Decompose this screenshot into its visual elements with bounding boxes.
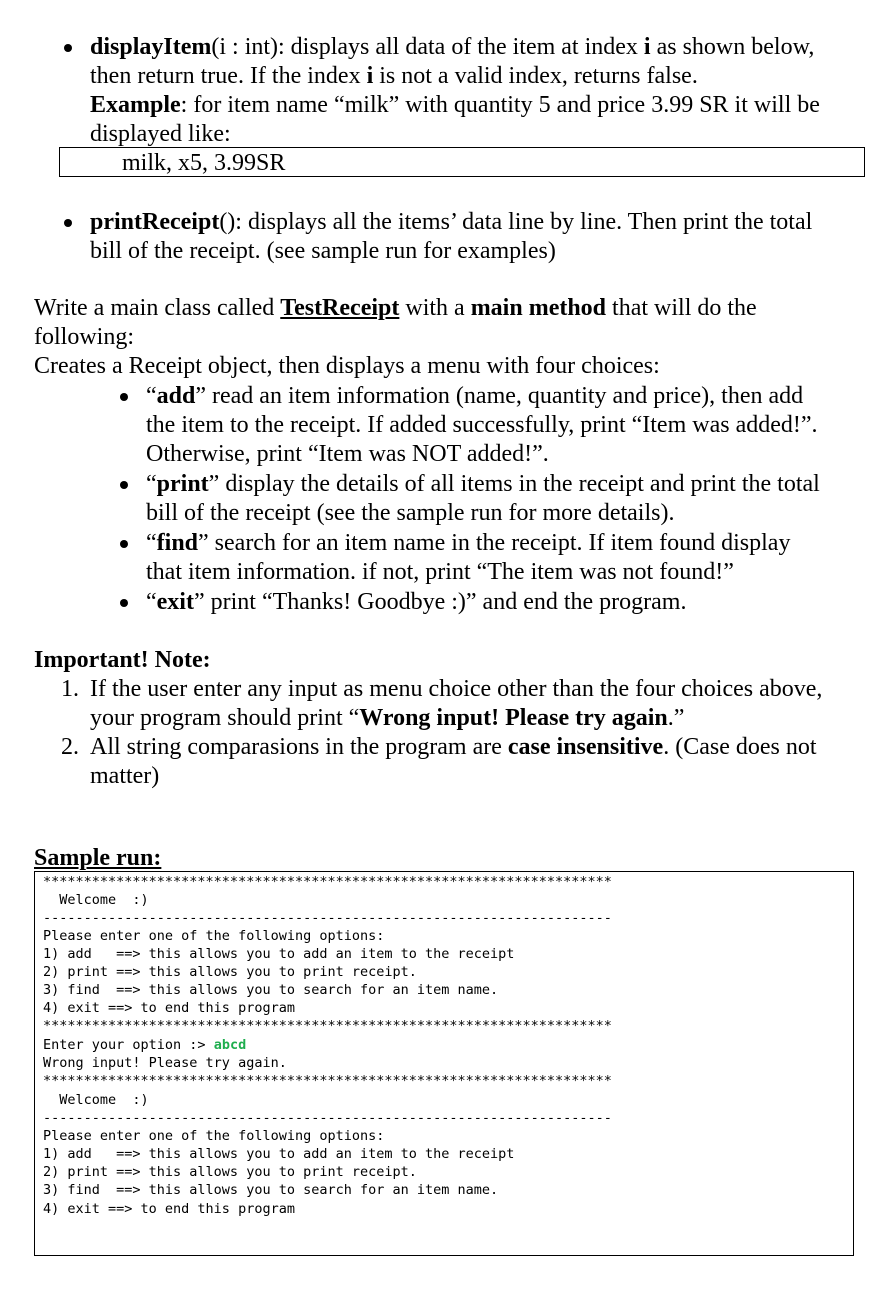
print-receipt-line1 (90, 208, 812, 237)
console-stars: ********************************************************************** (43, 874, 612, 890)
text: Wrong input! Please try again (359, 705, 668, 731)
console-stars: ********************************************************************** (43, 1018, 612, 1034)
choice-print-line2: bill of the receipt (see the sample run for more details). (146, 500, 675, 526)
text: Sample run: (34, 845, 162, 871)
text: ” search for an item name in the receipt. If item found display (198, 530, 791, 556)
choice-find-line1 (146, 529, 790, 558)
text: .” (667, 705, 685, 731)
list-number: 1. (61, 676, 79, 702)
text: All string comparasions in the program are (90, 734, 508, 760)
console-enter-line (43, 1036, 246, 1054)
note2-line2: matter) (90, 763, 160, 789)
console-wrong-input: Wrong input! Please try again. (43, 1055, 287, 1071)
text: main method (470, 295, 607, 321)
text: (i : int): displays all data of the item at index (211, 34, 644, 60)
display-item-line2 (90, 62, 698, 91)
class-name: TestReceipt (280, 295, 400, 321)
console-option-exit: 4) exit ==> to end this program (43, 1201, 295, 1217)
console-welcome: Welcome :) (43, 1092, 149, 1108)
console-option-print: 2) print ==> this allows you to print receipt. (43, 964, 417, 980)
console-prompt: Please enter one of the following options: (43, 1128, 385, 1144)
text: is not a valid index, returns false. (373, 63, 698, 89)
text: “ (146, 471, 157, 497)
text: ” read an item information (name, quantity and price), then add (195, 383, 804, 409)
display-item-line4: displayed like: (90, 121, 231, 147)
choice-add-line1 (146, 382, 803, 411)
text: print (156, 471, 209, 497)
text: Important! Note: (34, 647, 211, 673)
bullet-icon (120, 599, 128, 607)
note2-line1 (90, 733, 817, 762)
text: “ (146, 589, 157, 615)
text: find (156, 530, 199, 556)
console-option-exit: 4) exit ==> to end this program (43, 1000, 295, 1016)
console-stars: ********************************************************************** (43, 1073, 612, 1089)
user-input: abcd (213, 1037, 247, 1053)
choice-exit-line1 (146, 588, 686, 617)
text: ” print “Thanks! Goodbye :)” and end the program. (193, 589, 687, 615)
bullet-icon (64, 44, 72, 52)
text: . (Case does not (663, 734, 817, 760)
text: with a (399, 295, 471, 321)
choice-print-line1 (146, 470, 820, 499)
text: i (643, 34, 651, 60)
console-dashes: ---------------------------------------------------------------------- (43, 910, 612, 926)
text: ” display the details of all items in the receipt and print the total (208, 471, 820, 497)
note1-line1: If the user enter any input as menu choice other than the four choices above, (90, 676, 823, 702)
text: that will do the (606, 295, 757, 321)
choice-add-line2: the item to the receipt. If added successfully, print “Item was added!”. (146, 412, 818, 438)
text: exit (156, 589, 194, 615)
bullet-icon (120, 393, 128, 401)
display-item-line1 (90, 33, 814, 62)
main-class-line3: Creates a Receipt object, then displays a menu with four choices: (34, 353, 660, 379)
bullet-icon (64, 219, 72, 227)
console-option-find: 3) find ==> this allows you to search for an item name. (43, 1182, 499, 1198)
note1-line2 (90, 704, 684, 733)
bullet-icon (120, 481, 128, 489)
example-label: Example (90, 92, 181, 118)
text: your program should print “ (90, 705, 360, 731)
text: : for item name “milk” with quantity 5 and price 3.99 SR it will be (180, 92, 820, 118)
console-dashes: ---------------------------------------------------------------------- (43, 1110, 612, 1126)
text: (): displays all the items’ data line by line. Then print the total (219, 209, 813, 235)
method-name: printReceipt (90, 209, 220, 235)
text: Write a main class called (34, 295, 281, 321)
list-number: 2. (61, 734, 79, 760)
method-name: displayItem (90, 34, 212, 60)
text: then return true. If the index (90, 63, 367, 89)
example-output: milk, x5, 3.99SR (122, 150, 286, 176)
main-class-line1 (34, 294, 757, 323)
print-receipt-line2: bill of the receipt. (see sample run for examples) (90, 238, 556, 264)
choice-add-line3: Otherwise, print “Item was NOT added!”. (146, 441, 549, 467)
text: case insensitive (507, 734, 664, 760)
console-option-find: 3) find ==> this allows you to search for an item name. (43, 982, 499, 998)
text: i (366, 63, 374, 89)
text: add (156, 383, 196, 409)
console-option-add: 1) add ==> this allows you to add an item to the receipt (43, 1146, 515, 1162)
choice-find-line2: that item information. if not, print “The item was not found!” (146, 559, 734, 585)
bullet-icon (120, 540, 128, 548)
sample-run-title (34, 844, 161, 873)
text: Enter your option :> (43, 1037, 214, 1053)
text: “ (146, 530, 157, 556)
main-class-line2: following: (34, 324, 134, 350)
display-item-line3 (90, 91, 820, 120)
console-option-print: 2) print ==> this allows you to print receipt. (43, 1164, 417, 1180)
text: as shown below, (650, 34, 815, 60)
console-prompt: Please enter one of the following options: (43, 928, 385, 944)
console-welcome: Welcome :) (43, 892, 149, 908)
console-option-add: 1) add ==> this allows you to add an item to the receipt (43, 946, 515, 962)
text: “ (146, 383, 157, 409)
important-title (34, 646, 211, 675)
